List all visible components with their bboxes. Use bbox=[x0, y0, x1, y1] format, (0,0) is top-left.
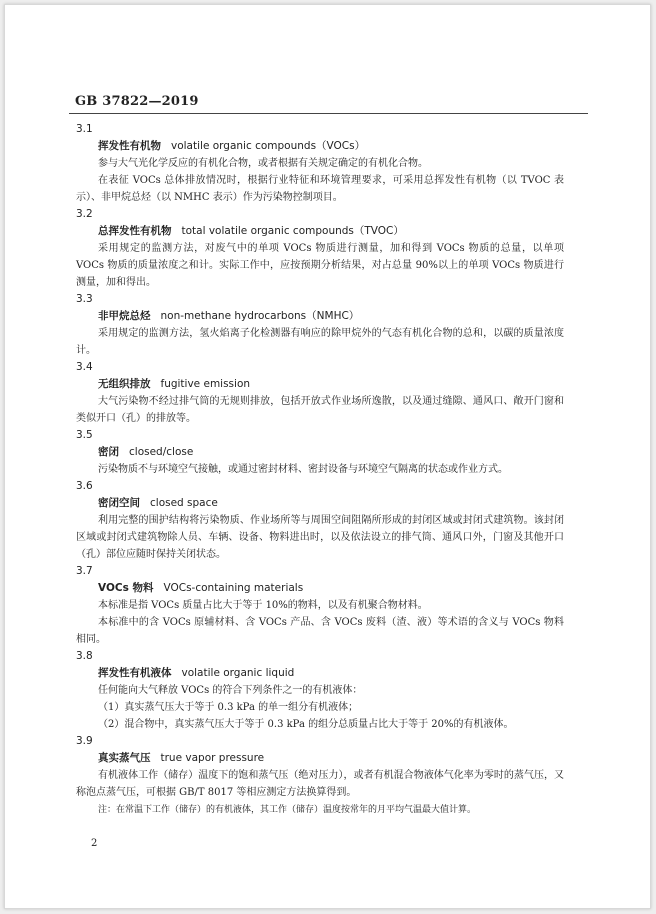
clause-number: 3.5 bbox=[76, 429, 93, 441]
clause-number: 3.3 bbox=[76, 293, 93, 305]
term-line bbox=[98, 665, 650, 682]
definition-entry bbox=[5, 291, 650, 359]
clause-number: 3.7 bbox=[76, 565, 93, 577]
clause-number: 3.6 bbox=[76, 480, 93, 492]
term-english: non-methane hydrocarbons（NMHC） bbox=[160, 310, 360, 322]
definition-entry bbox=[5, 427, 650, 478]
clause-number: 3.8 bbox=[76, 650, 93, 662]
definition-entry bbox=[5, 206, 650, 291]
definition-text: 任何能向大气释放 VOCs 的符合下列条件之一的有机液体： bbox=[98, 685, 363, 696]
term-chinese: 挥发性有机液体 bbox=[98, 667, 172, 679]
definition-text: 利用完整的围护结构将污染物质、作业场所等与周围空间阻隔所形成的封闭区域或封闭式建筑物。该封闭区域或封闭式建筑物除人员、车辆、设备、物料进出时，以及依法设立的排气筒、通风口外，门窗及其他开口（孔）部位应随时保持关闭状态。 bbox=[76, 515, 564, 560]
term-chinese: 密闭空间 bbox=[98, 497, 140, 509]
term-english: volatile organic compounds（VOCs） bbox=[171, 140, 366, 152]
term-chinese: 非甲烷总烃 bbox=[98, 310, 151, 322]
term-line bbox=[98, 444, 650, 461]
term-line bbox=[98, 308, 650, 325]
clause-number: 3.4 bbox=[76, 361, 93, 373]
definitions-list bbox=[5, 121, 650, 818]
clause-number: 3.1 bbox=[76, 123, 93, 135]
definition-text: 参与大气光化学反应的有机化合物，或者根据有关规定确定的有机化合物。 bbox=[98, 158, 428, 169]
definition-text: 本标准中的含 VOCs 原辅材料、含 VOCs 产品、含 VOCs 废料（渣、液）等术语的含义与 VOCs 物料相同。 bbox=[76, 617, 564, 645]
term-line bbox=[98, 376, 650, 393]
document-page bbox=[4, 4, 651, 909]
term-line bbox=[98, 750, 650, 767]
term-line bbox=[98, 138, 650, 155]
term-line bbox=[98, 495, 650, 512]
term-chinese: 无组织排放 bbox=[98, 378, 151, 390]
term-chinese: 总挥发性有机物 bbox=[98, 225, 172, 237]
term-english: closed space bbox=[150, 497, 218, 509]
definition-entry bbox=[5, 733, 650, 818]
definition-entry bbox=[5, 563, 650, 648]
term-chinese: VOCs 物料 bbox=[98, 582, 154, 594]
clause-number: 3.2 bbox=[76, 208, 93, 220]
header-rule bbox=[69, 113, 588, 114]
definition-text: 采用规定的监测方法，对废气中的单项 VOCs 物质进行测量，加和得到 VOCs 物质的总量，以单项 VOCs 物质的质量浓度之和计。实际工作中，应按预期分析结果，对占总量 90%以上的单项 VOCs 物质进行测量，加和得出。 bbox=[76, 243, 564, 288]
definition-text: （1）真实蒸气压大于等于 0.3 kPa 的单一组分有机液体； bbox=[98, 702, 359, 713]
definition-text: 采用规定的监测方法，氢火焰离子化检测器有响应的除甲烷外的气态有机化合物的总和，以碳的质量浓度计。 bbox=[76, 328, 564, 356]
definition-text: 在表征 VOCs 总体排放情况时，根据行业特征和环境管理要求，可采用总挥发性有机物（以 TVOC 表示）、非甲烷总烃（以 NMHC 表示）作为污染物控制项目。 bbox=[76, 175, 564, 203]
definition-text: 大气污染物不经过排气筒的无规则排放，包括开放式作业场所逸散，以及通过缝隙、通风口、敞开门窗和类似开口（孔）的排放等。 bbox=[76, 396, 564, 424]
definition-entry bbox=[5, 648, 650, 733]
note-text: 注：在常温下工作（储存）的有机液体，其工作（储存）温度按常年的月平均气温最大值计算。 bbox=[98, 805, 477, 815]
term-english: total volatile organic compounds（TVOC） bbox=[181, 225, 404, 237]
term-line bbox=[98, 223, 650, 240]
definition-entry bbox=[5, 121, 650, 206]
term-english: true vapor pressure bbox=[160, 752, 265, 764]
term-chinese: 真实蒸气压 bbox=[98, 752, 151, 764]
definition-entry bbox=[5, 359, 650, 427]
term-english: fugitive emission bbox=[160, 378, 251, 390]
term-english: VOCs-containing materials bbox=[163, 582, 304, 594]
definition-text: 有机液体工作（储存）温度下的饱和蒸气压（绝对压力），或者有机混合物液体气化率为零时的蒸气压，又称泡点蒸气压，可根据 GB/T 8017 等相应测定方法换算得到。 bbox=[76, 770, 564, 798]
definition-text: （2）混合物中，真实蒸气压大于等于 0.3 kPa 的组分总质量占比大于等于 20%的有机液体。 bbox=[98, 719, 514, 730]
standard-code: GB 37822—2019 bbox=[75, 94, 199, 109]
page-number: 2 bbox=[91, 838, 98, 849]
term-chinese: 挥发性有机物 bbox=[98, 140, 161, 152]
term-line bbox=[98, 580, 650, 597]
term-english: closed/close bbox=[129, 446, 194, 458]
definition-text: 本标准是指 VOCs 质量占比大于等于 10%的物料，以及有机聚合物材料。 bbox=[98, 600, 428, 611]
term-chinese: 密闭 bbox=[98, 446, 119, 458]
definition-entry bbox=[5, 478, 650, 563]
clause-number: 3.9 bbox=[76, 735, 93, 747]
term-english: volatile organic liquid bbox=[181, 667, 295, 679]
definition-text: 污染物质不与环境空气接触，或通过密封材料、密封设备与环境空气隔离的状态或作业方式。 bbox=[98, 464, 508, 475]
